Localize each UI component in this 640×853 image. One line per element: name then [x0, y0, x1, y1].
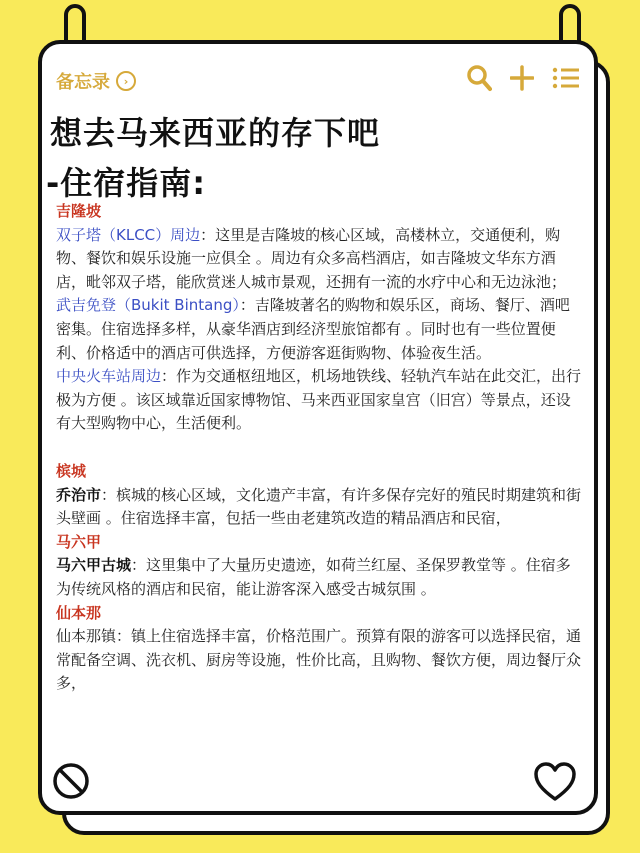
no-sign-icon [52, 762, 90, 800]
text-malacca-old-town: ：这里集中了大量历史遗迹，如荷兰红屋、圣保罗教堂等 。住宿多为传统风格的酒店和民宿，能让游客深入感受古城氛围 。 [56, 556, 571, 598]
note-body [56, 200, 584, 696]
page-subtitle: -住宿指南: [46, 164, 207, 202]
paragraph-malacca-old-town [56, 554, 584, 601]
memo-back-link[interactable] [56, 68, 136, 94]
text-kl-sentral: ：作为交通枢纽地区，机场地铁线、轻轨汽车站在此交汇，出行极为方便 。该区域靠近国家博物馆、马来西亚国家皇宫（旧宫）等景点，还设有大型购物中心，生活便利。 [56, 367, 582, 433]
paragraph-bukit-bintang [56, 294, 584, 365]
chevron-right-icon: › [116, 71, 136, 91]
spot-bukit-bintang: 武吉免登（Bukit Bintang） [56, 296, 240, 315]
memo-label: 备忘录 [56, 72, 110, 93]
paragraph-semporna-town: 仙本那镇：镇上住宿选择丰富，价格范围广。预算有限的游客可以选择民宿，通常配备空调、洗衣机、厨房等设施，性价比高，且购物、餐饮方便，周边餐厅众多， [56, 627, 582, 693]
paragraph-kl-sentral [56, 365, 584, 436]
spacer [56, 436, 584, 460]
city-heading-kl: 吉隆坡 [56, 202, 102, 220]
paragraph-klcc [56, 224, 584, 295]
plus-icon[interactable] [510, 64, 534, 99]
toolbar [56, 64, 580, 96]
text-georgetown: ：槟城的核心区域，文化遗产丰富，有许多保存完好的殖民时期建筑和街头壁画 。住宿选择丰富，包括一些由老建筑改造的精品酒店和民宿， [56, 485, 582, 528]
spot-malacca-old-town: 马六甲古城 [56, 556, 132, 575]
paragraph-georgetown [56, 484, 584, 531]
heart-icon [533, 762, 577, 802]
search-icon[interactable] [466, 64, 492, 99]
memo-card [38, 40, 598, 815]
spot-kl-sentral: 中央火车站周边 [56, 367, 162, 386]
city-heading-semporna: 仙本那 [56, 603, 102, 622]
text-bukit-bintang: ：吉隆坡著名的购物和娱乐区，商场、餐厅、酒吧密集。住宿选择多样，从豪华酒店到经济型旅馆都有 。同时也有一些位置便利、价格适中的酒店可供选择，方便游客逛街购物、体验夜生活。 [56, 296, 570, 362]
city-heading-malacca: 马六甲 [56, 532, 102, 551]
spot-klcc: 双子塔（KLCC）周边 [56, 225, 201, 244]
city-heading-penang: 槟城 [56, 461, 87, 480]
spot-georgetown: 乔治市 [56, 485, 102, 504]
page-title: 想去马来西亚的存下吧 [50, 114, 381, 152]
list-icon[interactable] [552, 64, 580, 99]
toolbar-icons [466, 64, 580, 99]
text-klcc: ：这里是吉隆坡的核心区域，高楼林立，交通便利，购物、餐饮和娱乐设施一应俱全 。周边有众多高档酒店，如吉隆坡文华东方酒店，毗邻双子塔，能欣赏迷人城市景观，还拥有一流的水疗中心和无边泳池； [56, 225, 567, 291]
